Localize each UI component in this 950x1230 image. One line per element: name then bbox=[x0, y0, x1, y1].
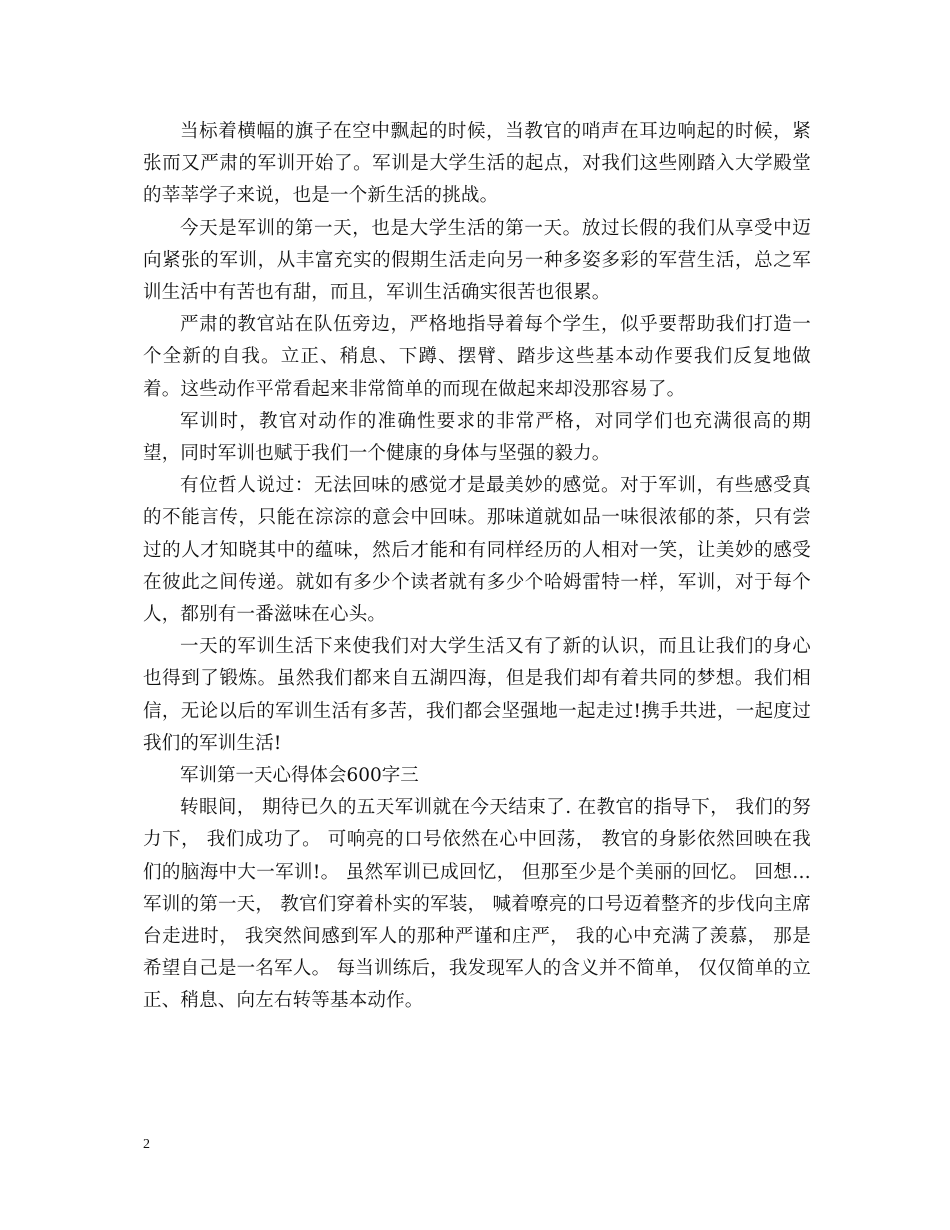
paragraph-6: 一天的军训生活下来使我们对大学生活又有了新的认识，而且让我们的身心也得到了锻炼。虽然我们都来自五湖四海，但是我们却有着共同的梦想。我们相信，无论以后的军训生活有多苦，我们都会坚强地一起走过!携手共进，一起度过我们的军训生活! bbox=[143, 636, 811, 754]
section-heading: 军训第一天心得体会600字三 bbox=[180, 765, 419, 787]
paragraph-1: 当标着横幅的旗子在空中飘起的时候，当教官的哨声在耳边响起的时候，紧张而又严肃的军训开始了。军训是大学生活的起点，对我们这些刚踏入大学殿堂的莘莘学子来说，也是一个新生活的挑战。 bbox=[143, 121, 811, 207]
paragraph-7: 转眼间， 期待已久的五天军训就在今天结束了. 在教官的指导下， 我们的努力下， 我们成功了。 可响亮的口号依然在心中回荡， 教官的身影依然回映在我们的脑海中大一军训!。 虽然军训已成回忆， 但那至少是个美丽的回忆。 回想…军训的第一天， 教官们穿着朴实的军装， 喊着嘹亮的口号迈着整齐的步伐向主席台走进时， 我突然间感到军人的那种严谨和庄严， 我的心中充满了羡慕， 那是希望自己是一名军人。 每当训练后，我发现军人的含义并不简单， 仅仅简单的立正、稍息、向左右转等基本动作。 bbox=[143, 797, 811, 1012]
paragraph-5: 有位哲人说过：无法回味的感觉才是最美妙的感觉。对于军训，有些感受真的不能言传，只能在淙淙的意会中回味。那味道就如品一味很浓郁的茶，只有尝过的人才知晓其中的蕴味，然后才能和有同样经历的人相对一笑，让美妙的感受在彼此之间传递。就如有多少个读者就有多少个哈姆雷特一样，军训，对于每个人，都别有一番滋味在心头。 bbox=[143, 475, 811, 626]
paragraph-4: 军训时，教官对动作的准确性要求的非常严格，对同学们也充满很高的期望，同时军训也赋于我们一个健康的身体与坚强的毅力。 bbox=[143, 410, 811, 465]
paragraph-2: 今天是军训的第一天，也是大学生活的第一天。放过长假的我们从享受中迈向紧张的军训，从丰富充实的假期生活走向另一种多姿多彩的军营生活，总之军训生活中有苦也有甜，而且，军训生活确实很苦也很累。 bbox=[143, 217, 811, 304]
page-number: 2 bbox=[143, 1137, 150, 1152]
paragraph-3: 严肃的教官站在队伍旁边，严格地指导着每个学生，似乎要帮助我们打造一个全新的自我。立正、稍息、下蹲、摆臂、踏步这些基本动作要我们反复地做着。这些动作平常看起来非常简单的而现在做起来却没那容易了。 bbox=[143, 314, 811, 400]
document-body bbox=[143, 116, 811, 1018]
